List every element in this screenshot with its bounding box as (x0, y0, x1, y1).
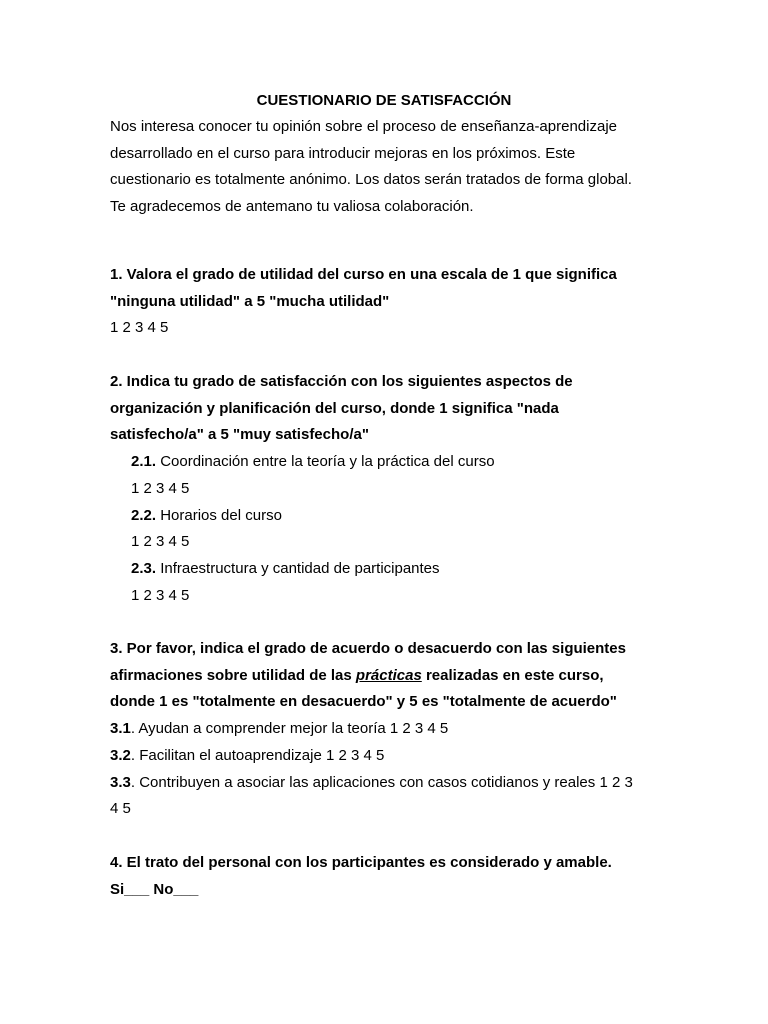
item-number: 3.1 (110, 720, 131, 738)
rating-scale: 1 2 3 4 5 (131, 533, 190, 551)
emphasized-word: prácticas (355, 666, 422, 684)
sub-question-3-1 (110, 716, 670, 743)
question-3-text: 3. Por favor, indica el grado de acuerdo o desacuerdo con las siguientes (110, 640, 626, 657)
item-text: . Facilitan el autoaprendizaje 1 2 3 4 5 (130, 746, 385, 764)
question-2-text: 2. Indica tu grado de satisfacción con los siguientes aspectos de (110, 373, 573, 390)
question-1 (110, 262, 670, 342)
item-number: 2.2. (131, 506, 157, 524)
question-4 (110, 850, 670, 903)
sub-question-2-1 (110, 449, 670, 476)
question-3-text: donde 1 es "totalmente en desacuerdo" y 5 es "totalmente de acuerdo" (110, 693, 617, 711)
yes-no-answer: Si___ No___ (110, 880, 199, 898)
item-text: Horarios del curso (156, 506, 282, 524)
question-2 (110, 369, 670, 609)
intro-line: Nos interesa conocer tu opinión sobre el proceso de enseñanza-aprendizaje (110, 118, 617, 135)
sub-question-3-2 (110, 743, 670, 770)
sub-question-2-2 (110, 503, 670, 530)
intro-line: cuestionario es totalmente anónimo. Los datos serán tratados de forma global. (110, 171, 632, 189)
page-title: CUESTIONARIO DE SATISFACCIÓN (256, 92, 512, 109)
rating-scale: 1 2 3 4 5 (131, 479, 190, 497)
item-text: . Contribuyen a asociar las aplicaciones con casos cotidianos y reales 1 2 3 (130, 773, 633, 791)
question-2-text: organización y planificación del curso, donde 1 significa "nada (110, 399, 559, 417)
text-segment: realizadas en este curso, (421, 666, 604, 684)
rating-scale: 1 2 3 4 5 (110, 319, 169, 337)
question-1-text: 1. Valora el grado de utilidad del curso en una escala de 1 que significa (110, 266, 617, 283)
intro-line: Te agradecemos de antemano tu valiosa colaboración. (110, 198, 474, 216)
item-number: 2.1. (131, 453, 157, 471)
item-number: 3.2 (110, 746, 131, 764)
item-number: 3.3 (110, 773, 131, 791)
item-text: Infraestructura y cantidad de participantes (156, 559, 440, 577)
item-text: . Ayudan a comprender mejor la teoría 1 2 3 4 5 (130, 720, 449, 738)
sub-question-3-3 (110, 770, 670, 797)
rating-scale-wrap: 4 5 (110, 800, 131, 818)
text-segment: afirmaciones sobre utilidad de las (110, 666, 356, 684)
item-text: Coordinación entre la teoría y la práctica del curso (156, 453, 495, 471)
intro-paragraph (110, 114, 670, 221)
question-2-text: satisfecho/a" a 5 "muy satisfecho/a" (110, 426, 369, 444)
question-4-text: 4. El trato del personal con los participantes es considerado y amable. (110, 854, 612, 871)
question-1-text: "ninguna utilidad" a 5 "mucha utilidad" (110, 292, 390, 310)
question-3 (110, 636, 670, 823)
sub-question-2-3 (110, 556, 670, 583)
intro-line: desarrollado en el curso para introducir mejoras en los próximos. Este (110, 144, 576, 162)
rating-scale: 1 2 3 4 5 (131, 586, 190, 604)
question-3-text (110, 663, 670, 690)
item-number: 2.3. (131, 559, 157, 577)
